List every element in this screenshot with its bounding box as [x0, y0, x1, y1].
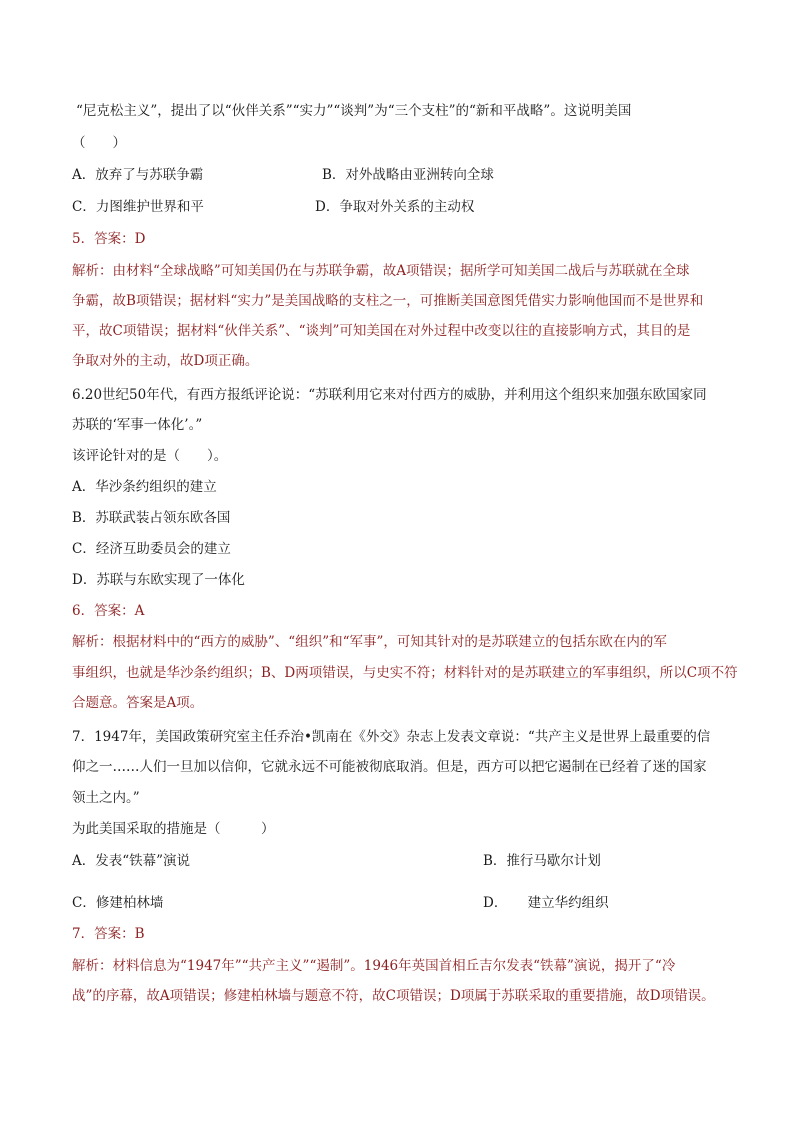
q6-analysis-line: 事组织，也就是华沙条约组织；B、D两项错误，与史实不符；材料针对的是苏联建立的军事组织，所以C项不符 — [72, 665, 738, 681]
q7-option-a: A．发表“铁幕”演说 — [72, 853, 191, 869]
q5-option-b: B．对外战略由亚洲转向全球 — [322, 167, 494, 183]
q7-analysis-line: 战”的序幕，故A项错误；修建柏林墙与题意不符，故C项错误；D项属于苏联采取的重要措施，故D项错误。 — [72, 988, 715, 1004]
q7-stem-line4: 为此美国采取的措施是（ ） — [72, 821, 275, 837]
q5-analysis-line: 争霸，故B项错误；据材料“实力”是美国战略的支柱之一，可推断美国意图凭借实力影响他国而不是世界和 — [72, 293, 704, 309]
q6-option-b: B．苏联武装占领东欧各国 — [72, 510, 231, 526]
q6-option-c: C．经济互助委员会的建立 — [72, 541, 231, 557]
q7-answer: 7．答案：B — [72, 926, 145, 942]
q5-analysis-line: 争取对外的主动，故D项正确。 — [72, 353, 259, 369]
q6-option-d: D．苏联与东欧实现了一体化 — [72, 572, 245, 588]
q5-answer: 5．答案：D — [72, 231, 146, 247]
q5-option-a: A．放弃了与苏联争霸 — [72, 167, 204, 183]
q7-option-c: C．修建柏林墙 — [72, 895, 164, 911]
q6-stem-line1: 6.20世纪50年代，有西方报纸评论说：“苏联利用它来对付西方的威胁，并利用这个组织来加强东欧国家同 — [72, 387, 707, 403]
q6-option-a: A．华沙条约组织的建立 — [72, 479, 217, 495]
q7-stem-line2: 仰之一……人们一旦加以信仰，它就永远不可能被彻底取消。但是，西方可以把它遏制在已经着了迷的国家 — [72, 759, 707, 775]
q5-analysis-line: 平，故C项错误；据材料“伙伴关系”、“谈判”可知美国在对外过程中改变以往的直接影响方式，其目的是 — [72, 323, 691, 339]
q6-stem-line3: 该评论针对的是（ ）。 — [72, 448, 228, 464]
q7-option-b: B．推行马歇尔计划 — [483, 853, 601, 869]
q5-option-d: D．争取对外关系的主动权 — [315, 199, 475, 215]
q5-analysis-line: 解析：由材料“全球战略”可知美国仍在与苏联争霸，故A项错误；据所学可知美国二战后与苏联就在全球 — [72, 263, 690, 279]
q7-option-d: D． 建立华约组织 — [483, 895, 609, 911]
q5-stem-line1: “尼克松主义”，提出了以“伙伴关系”“实力”“谈判”为“三个支柱”的“新和平战略”。这说明美国 — [76, 103, 632, 119]
q7-analysis-line: 解析：材料信息为“1947年”“共产主义”“遏制”。1946年英国首相丘吉尔发表“铁幕”演说，揭开了“冷 — [72, 958, 676, 974]
q6-analysis-line: 合题意。答案是A项。 — [72, 695, 204, 711]
q5-option-c: C．力图维护世界和平 — [72, 199, 204, 215]
q7-stem-line1: 7．1947年，美国政策研究室主任乔治•凯南在《外交》杂志上发表文章说：“共产主义是世界上最重要的信 — [72, 729, 711, 745]
q6-analysis-line: 解析：根据材料中的“西方的威胁”、“组织”和“军事”，可知其针对的是苏联建立的包括东欧在内的军 — [72, 634, 667, 650]
q6-answer: 6．答案：A — [72, 603, 145, 619]
q5-stem-line2: （ ） — [72, 135, 126, 151]
q7-stem-line3: 领土之内。” — [72, 790, 140, 806]
q6-stem-line2: 苏联的‘军事一体化’。” — [72, 417, 203, 433]
